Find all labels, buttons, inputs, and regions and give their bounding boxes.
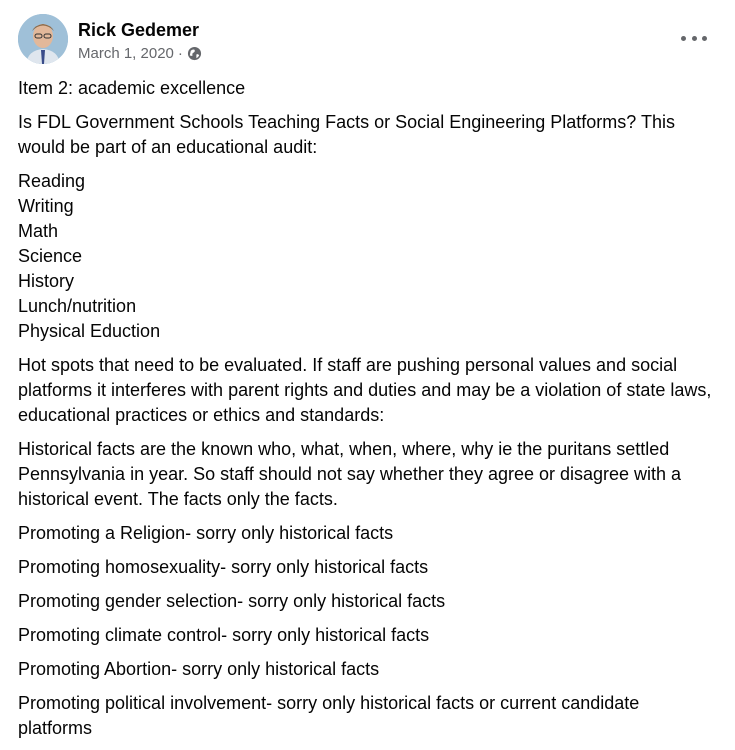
post-paragraph: Promoting gender selection- sorry only historical facts (18, 591, 446, 611)
post-meta (78, 17, 202, 62)
post-paragraph: Promoting political involvement- sorry only historical facts or current candidate platforms (18, 693, 640, 738)
list-item: Math (18, 221, 59, 241)
post-paragraph: Historical facts are the known who, what, when, where, why ie the puritans settled Pennsylvania in year. So staff should not say whether they agree or disagree with a historical event. The facts only the facts. (18, 439, 682, 509)
post-paragraph: Promoting Abortion- sorry only historical facts (18, 659, 380, 679)
post-paragraph: Promoting homosexuality- sorry only historical facts (18, 557, 429, 577)
list-item: Science (18, 246, 83, 266)
post-header (18, 14, 202, 64)
more-dot (692, 36, 697, 41)
post-paragraph: Is FDL Government Schools Teaching Facts or Social Engineering Platforms? This would be part of an educational audit: (18, 112, 675, 157)
list-item: Physical Eduction (18, 321, 161, 341)
author-name[interactable]: Rick Gedemer (78, 19, 200, 40)
globe-icon[interactable] (187, 46, 202, 61)
list-item: Lunch/nutrition (18, 296, 137, 316)
post-paragraph: Promoting a Religion- sorry only historical facts (18, 523, 394, 543)
list-item: Reading (18, 171, 86, 191)
post-body (18, 76, 718, 750)
more-dot (681, 36, 686, 41)
date-row (78, 45, 202, 62)
list-item: History (18, 271, 75, 291)
more-dot (702, 36, 707, 41)
subject-list (18, 169, 718, 344)
post-paragraph: Item 2: academic excellence (18, 78, 246, 98)
post-paragraph: Promoting climate control- sorry only historical facts (18, 625, 430, 645)
post-paragraph: Hot spots that need to be evaluated. If staff are pushing personal values and social platforms it interferes with parent rights and duties and may be a violation of state laws, educational practices or ethics and standards: (18, 355, 712, 425)
post-date[interactable]: March 1, 2020 (78, 44, 174, 62)
avatar[interactable] (18, 14, 68, 64)
separator-dot: · (177, 44, 183, 62)
more-options-icon[interactable] (681, 30, 707, 46)
list-item: Writing (18, 196, 74, 216)
